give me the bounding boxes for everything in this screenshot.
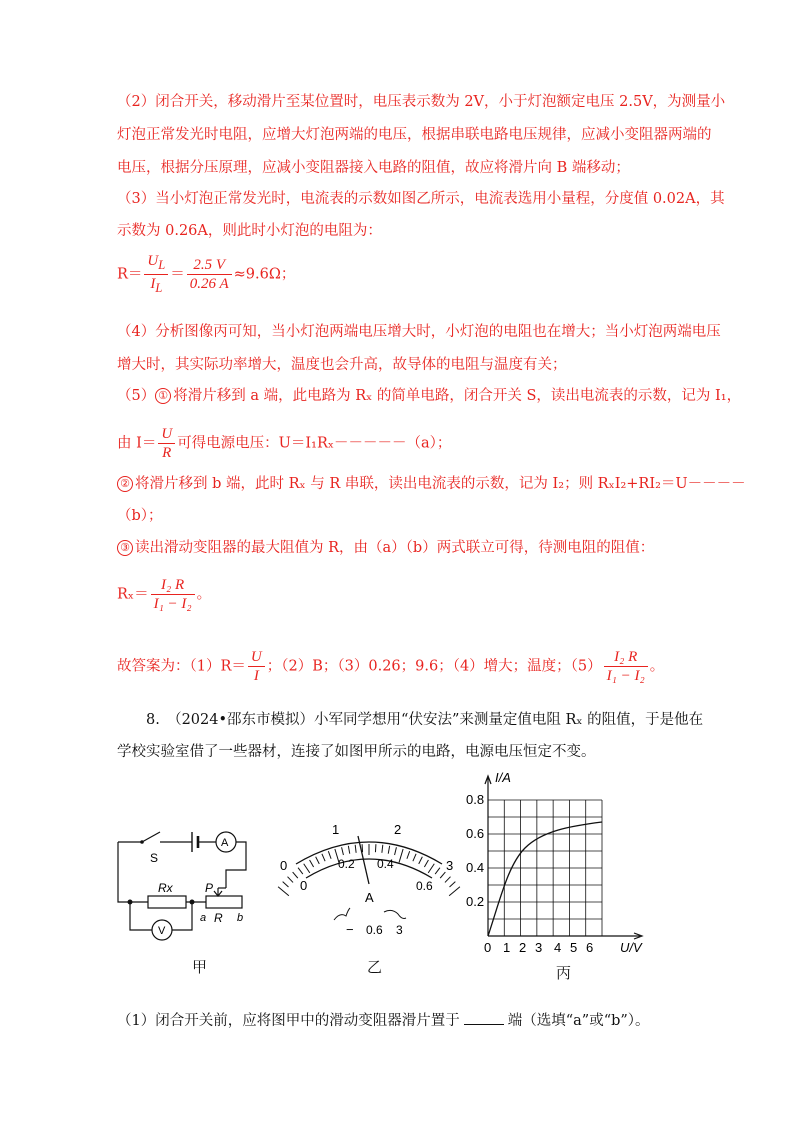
solution-p5-line2	[117, 425, 451, 462]
p5-step3-text: 读出滑动变阻器的最大阻值为 R，由（a）（b）两式联立可得，待测电阻的阻值：	[135, 540, 655, 556]
x-axis-label: U/V	[620, 940, 642, 955]
frac-num: I₂ R	[151, 576, 195, 595]
x-tick-2: 2	[519, 940, 527, 955]
answer-rest: ；（2）B；（3）0.26；9.6；（4）增大；温度；（5）	[266, 658, 602, 675]
dial-tick	[355, 845, 356, 853]
dial-tick	[440, 872, 445, 878]
terminal-0-6: 0.6	[366, 923, 383, 937]
terminal-minus: −	[346, 922, 354, 937]
dial-tick	[449, 887, 460, 896]
answer-tail: 。	[649, 658, 665, 675]
dial-tick	[395, 847, 397, 855]
answer-line	[117, 648, 664, 685]
iu-graph	[460, 770, 660, 970]
dial-tick	[288, 877, 294, 883]
switch-label: S	[150, 851, 159, 865]
dial-bottom-tick-1: 0.2	[338, 857, 355, 871]
formula-lhs: R＝	[117, 266, 143, 283]
solution-p5-line4: （b）；	[117, 508, 163, 524]
x-tick-4: 4	[554, 940, 562, 955]
p5-equation-a: 可得电源电压：U＝I₁Rₓ－－－－－（a）；	[177, 435, 452, 452]
solution-p4-line2: 增大时，其实际功率增大，温度也会升高，故导体的电阻与温度有关；	[117, 357, 567, 373]
dial-tick	[419, 857, 423, 864]
frac-den: I₁ − I₂	[606, 668, 645, 684]
p5-ohms-law-lead: 由 I＝	[117, 435, 157, 452]
formula-result: ≈9.6Ω；	[233, 266, 296, 283]
circled-3: ③	[117, 540, 133, 556]
dial-top-tick-1: 1	[332, 822, 340, 837]
frac-den: I	[150, 276, 156, 292]
circled-1: ①	[155, 388, 171, 404]
solution-p2-line1: （2）闭合开关，移动滑片至某位置时，电压表示数为 2V，小于灯泡额定电压 2.5V，为测量小	[117, 94, 726, 110]
dial-top-tick-3: 3	[446, 858, 454, 873]
x-tick-3: 3	[535, 940, 543, 955]
dial-tick	[328, 851, 331, 859]
rx-label: Rx	[158, 881, 173, 895]
formula-resistance	[117, 252, 295, 297]
ammeter-label: A	[221, 837, 229, 849]
question8-line1: 8. （2024•邵东市模拟）小军同学想用“伏安法”来测量定值电阻 Rₓ 的阻值，于是他在	[146, 712, 704, 728]
figure-bing-label: 丙	[556, 964, 572, 982]
formula-rx-lhs: Rₓ＝	[117, 586, 149, 603]
slider-label: P	[205, 881, 214, 895]
answer-blank[interactable]	[464, 1010, 504, 1025]
p5-step2-text: 将滑片移到 b 端，此时 Rₓ 与 R 串联，读出电流表的示数，记为 I₂；则 RₓI₂+RI₂＝U－－－－	[135, 476, 746, 492]
solution-p5-line3	[117, 474, 746, 494]
question8-sub1	[117, 1010, 650, 1031]
p5-step1-text: 将滑片移到 a 端，此电路为 Rₓ 的简单电路，闭合开关 S，读出电流表的示数，记为 I₁，	[173, 388, 742, 404]
circled-2: ②	[117, 476, 133, 492]
solution-p3-line2: 示数为 0.26A，则此时小灯泡的电阻为：	[117, 223, 382, 239]
y-tick-0-6: 0.6	[466, 826, 485, 841]
question8-line2: 学校实验室借了一些器材，连接了如图甲所示的电路，电源电压恒定不变。	[117, 744, 596, 760]
dial-bottom-tick-2: 0.4	[377, 857, 394, 871]
voltmeter-label: V	[158, 925, 166, 937]
answer-fraction-2	[604, 648, 648, 685]
dial-tick	[342, 847, 344, 855]
fraction-values	[187, 256, 232, 293]
x-tick-0: 0	[484, 940, 492, 955]
frac-num-value: 2.5 V	[187, 256, 232, 275]
dial-unit: A	[365, 890, 374, 905]
solution-p4-line1: （4）分析图像丙可知，当小灯泡两端电压增大时，小灯泡的电阻也在增大；当小灯泡两端电压	[117, 324, 721, 340]
solution-p2-line2: 灯泡正常发光时电阻，应增大灯泡两端的电压，根据串联电路电压规律，应减小变阻器两端的	[117, 127, 712, 143]
formula-rx	[117, 576, 211, 613]
solution-p5-line5	[117, 538, 654, 558]
answer-lead: 故答案为：（1）R＝	[117, 658, 246, 675]
solution-p3-line1: （3）当小灯泡正常发光时，电流表的示数如图乙所示，电流表选用小量程，分度值 0.02A，其	[117, 191, 725, 207]
frac-den-value: 0.26 A	[189, 276, 229, 292]
answer-fraction-1	[248, 648, 265, 685]
dial-tick	[293, 872, 298, 878]
dial-tick	[382, 845, 383, 853]
dial-tick	[445, 877, 451, 883]
fraction-rx	[151, 576, 195, 613]
dial-top-tick-0: 0	[280, 858, 288, 873]
x-tick-5: 5	[570, 940, 578, 955]
frac-num: U	[158, 425, 175, 444]
dial-tick	[310, 860, 314, 867]
dial-bottom-tick-3: 0.6	[416, 879, 433, 893]
sub1-text-b: 端（选填“a”或“b”）。	[507, 1013, 650, 1029]
end-b-label: b	[237, 912, 244, 924]
dial-tick	[348, 846, 349, 854]
dial-tick	[322, 854, 325, 861]
frac-den: I₁ − I₂	[153, 596, 192, 612]
circuit-diagram	[112, 820, 257, 945]
fraction-u-over-i	[144, 252, 168, 297]
fraction-u-over-r	[158, 425, 175, 462]
frac-den: R	[162, 445, 172, 461]
y-axis-label: I/A	[495, 770, 511, 785]
dial-tick	[450, 882, 456, 887]
p5-prefix: （5）	[117, 388, 156, 404]
x-tick-6: 6	[586, 940, 594, 955]
dial-tick	[278, 887, 289, 896]
dial-bottom-tick-0: 0	[300, 878, 308, 893]
dial-tick	[298, 868, 303, 874]
frac-num: U	[248, 648, 265, 667]
dial-tick	[388, 846, 389, 854]
dial-tick	[407, 851, 410, 859]
solution-p2-line3: 电压，根据分压原理，应减小变阻器接入电路的阻值，故应将滑片向 B 端移动；	[117, 160, 630, 176]
figure-yi-label: 乙	[367, 958, 383, 976]
y-tick-0-2: 0.2	[466, 894, 485, 909]
dial-tick	[283, 882, 289, 887]
solution-p5-line1	[117, 386, 741, 406]
dial-tick	[424, 860, 428, 867]
frac-den: I	[253, 668, 259, 684]
dial-tick	[316, 857, 320, 864]
ammeter-dial	[274, 812, 464, 942]
dial-tick	[399, 849, 403, 862]
y-tick-0-8: 0.8	[466, 792, 485, 807]
figure-jia-label: 甲	[192, 958, 208, 976]
x-tick-1: 1	[503, 940, 511, 955]
formula-rx-tail: 。	[196, 586, 212, 603]
dial-tick	[413, 854, 416, 861]
dial-top-tick-2: 2	[394, 822, 402, 837]
frac-num: I₂ R	[604, 648, 648, 667]
sub1-text-a: （1）闭合开关前，应将图甲中的滑动变阻器滑片置于	[117, 1013, 460, 1029]
rheostat	[206, 896, 242, 908]
y-tick-0-4: 0.4	[466, 860, 485, 875]
switch-lever	[142, 832, 160, 842]
terminal-3: 3	[396, 923, 403, 937]
dial-tick	[435, 868, 440, 874]
end-a-label: a	[200, 912, 207, 924]
dial-tick	[428, 864, 434, 873]
frac-num-sub: L	[158, 258, 166, 272]
formula-eq: ＝	[170, 266, 185, 283]
rheostat-label: R	[214, 911, 223, 925]
frac-num: U	[147, 253, 159, 269]
rx-resistor	[148, 896, 186, 908]
dial-tick	[304, 864, 310, 873]
frac-den-sub: L	[155, 281, 163, 295]
